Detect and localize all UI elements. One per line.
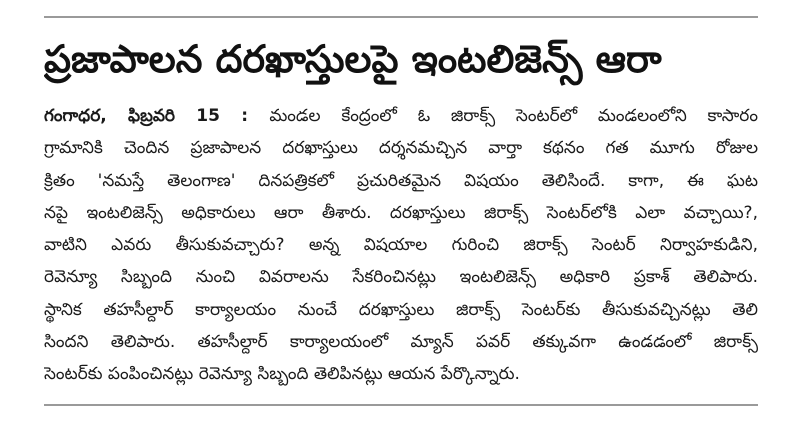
bottom-divider [44, 404, 758, 406]
article-line: క్రితం 'నమస్తే తెలంగాణ' దినపత్రికలో ప్రచురితమైన విషయం తెలిసిందే. కాగా, ఈ ఘట [44, 170, 758, 191]
article-line: సెంటర్‌కు పంపించినట్లు రెవెన్యూ సిబ్బంది తెలిపినట్లు ఆయన పేర్కొన్నారు. [44, 364, 520, 385]
article-line: గ్రామానికి చెందిన ప్రజాపాలన దరఖాస్తులు దర్శనమచ్చిన వార్తా కథనం గత మూగు రోజుల [44, 138, 758, 159]
article-line: రెవెన్యూ సిబ్బంది నుంచి వివరాలను సేకరించినట్లు ఇంటలిజెన్స్ అధికారి ప్రకాశ్ తెలిపారు. [44, 267, 758, 288]
article-line: నపై ఇంటలిజెన్స్ అధికారులు ఆరా తీశారు. దరఖాస్తులు జిరాక్స్ సెంటర్‌లోకి ఎలా వచ్చాయి?, [44, 202, 758, 223]
article-line [44, 100, 758, 132]
top-divider [44, 16, 758, 18]
article-line: స్థానిక తహసీల్దార్ కార్యాలయం నుంచే దరఖాస్తులు జిరాక్స్ సెంటర్‌కు తీసుకువచ్చినట్లు తెలి [44, 299, 758, 320]
dateline: గంగాధర, ఫిబ్రవరి 15 : [44, 106, 270, 126]
article-line: వాటిని ఎవరు తీసుకువచ్చారు? అన్న విషయాల గురించి జిరాక్స్ సెంటర్ నిర్వాహకుడిని, [44, 235, 758, 256]
article-body [44, 100, 758, 390]
headline: ప్రజాపాలన దరఖాస్తులపై ఇంటలిజెన్స్ ఆరా [44, 37, 662, 81]
article-line-text: మండల కేంద్రంలో ఓ జిరాక్స్ సెంటర్‌లో మండలంలోని కాసారం [269, 106, 758, 126]
article-line: సిందని తెలిపారు. తహసీల్దార్ కార్యాలయంలో మ్యాన్ పవర్ తక్కువగా ఉండడంలో జిరాక్స్ [44, 332, 758, 353]
